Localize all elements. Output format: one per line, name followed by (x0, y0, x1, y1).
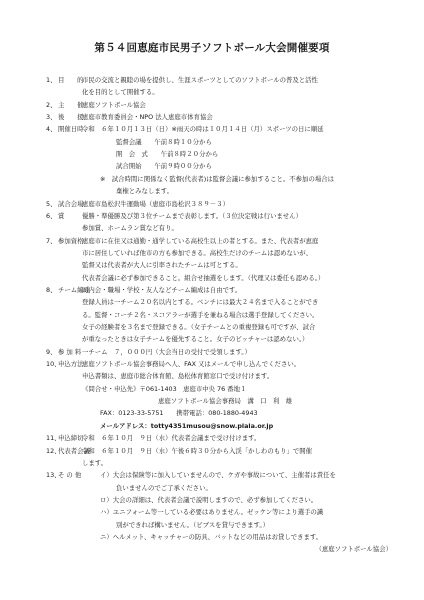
document-line (0, 272, 424, 284)
document-line (0, 370, 424, 382)
section-text: 恵庭市に在住又は通勤・通学している高校生以上の者とする。また、代表者が恵庭 (82, 236, 319, 245)
section-number: 2、 (46, 100, 57, 109)
section-text: 負いませんのでご了承ください。 (116, 483, 212, 492)
section-number: 10、 (46, 360, 61, 369)
section-label: 代表者会議 (58, 446, 90, 455)
section-label: 開催日時 (58, 125, 84, 134)
section-text: る。監督・コーチ２名・スコアラーが選手を兼ねる場合は選手登録してください。 (82, 310, 319, 319)
document-line (0, 247, 424, 259)
section-number: 4、 (46, 125, 57, 134)
document-line (0, 519, 424, 531)
section-text: 代表者会議に必ず参加できること。組合せ抽選をします。（代理又は委任も認める。） (82, 273, 325, 282)
section-label: 賞 (58, 211, 78, 220)
document-line (0, 210, 424, 222)
section-text: 市民の交流と親睦の場を提供し、生涯スポーツとしてのソフトボールの普及と活性 (82, 76, 318, 84)
document-line (0, 358, 424, 370)
section-text: 恵庭ソフトボール協会事務局 溝 口 利 雄 (158, 397, 293, 406)
section-text: ※ 試合時間に関係なく監督(代表者)は監督会議に参加すること。不参加の場合は (100, 174, 335, 183)
section-text: 一チーム ７，０００円（大会当日の受付で受領します。） (82, 347, 251, 356)
section-text: 別ができれば構いません。（ビブスを貸与できます。） (116, 520, 269, 529)
section-label: 申込締切 (58, 434, 84, 443)
section-label: 参 加 料 (58, 347, 82, 356)
document-line (0, 99, 424, 111)
section-text: 令和 ６年１０月１３日（日）※雨天の時は１０月１４日（月）スポーツの日に順延 (82, 125, 324, 134)
section-text: 参加賞、ホームラン賞など有り。 (82, 224, 178, 233)
section-label: チーム編成 (58, 285, 90, 294)
section-text: 化を目的として開催する。 (82, 88, 159, 97)
section-text: 監督会議 午前８時１０分から (116, 137, 212, 146)
section-number: 8、 (46, 285, 57, 294)
section-text: ハ）ユニフォーム等一している必要はありません。ゼッケン等により選手の識 (100, 508, 324, 517)
document-line (0, 445, 424, 457)
document-line (0, 160, 424, 172)
document-line (0, 198, 424, 210)
section-label: 後 援 (58, 113, 84, 122)
section-text: 《問合せ・申込先》〒061-1403 恵庭市中央 76 番地１ (82, 384, 247, 393)
document-line (0, 469, 424, 481)
section-text: します。 (82, 458, 108, 467)
section-text: 優勝・準優勝及び第３位チームまで表彰します。（３位決定戦は行いません） (82, 211, 302, 220)
section-text: メールアドレス：totty4351musou@snow.plala.or.jp (100, 421, 274, 430)
document-line (0, 148, 424, 160)
document-line (0, 296, 424, 308)
document-line (0, 222, 424, 234)
section-text: 恵庭ソフトボール協会事務局へ人、FAX 又はメールで申し込んでください。 (82, 360, 301, 369)
section-label: 主 催 (58, 100, 84, 109)
section-label: 試合会場 (58, 199, 84, 208)
document-line (0, 284, 424, 296)
section-number: 9、 (46, 347, 57, 356)
section-text: 棄権とみなします。 (116, 187, 174, 196)
section-text: 開 会 式 午前８時２０分から (116, 150, 219, 159)
section-label: 申込方法 (58, 360, 84, 369)
section-text: 恵庭市島松沢牛運動場（恵庭市島松沢３８９－３） (82, 199, 229, 208)
section-text: 令和 ６年１０月 ９日（水）午後６時３０分から入渓「かしわのもり」で開催 (82, 446, 313, 455)
document-line (0, 123, 424, 135)
document-line (0, 531, 424, 543)
section-text: 試合開始 午前９時００分から (116, 162, 212, 171)
section-number: 13、 (46, 471, 61, 480)
document-line (0, 259, 424, 271)
section-text: ロ）大会の詳細は、代表者会議で説明しますので、必ず参加してください。 (100, 495, 318, 504)
section-text: 申込書類は、恵庭市総合体育館、島松体育館窓口で受け付けます。 (82, 372, 274, 381)
document-line (0, 494, 424, 506)
section-text: イ）大会は保険等に加入していませんので、ケガや事故について、主催者は責任を (100, 471, 336, 480)
document-title: 第５４回恵庭市民男子ソフトボール大会開催要項 (94, 42, 330, 54)
section-text: 恵庭ソフトボール協会 (82, 100, 146, 109)
section-text: （恵庭ソフトボール協会） (315, 545, 392, 554)
document-line (0, 457, 424, 469)
document-line (0, 235, 424, 247)
section-number: 5、 (46, 199, 57, 208)
section-text: 令和 ６年１０月 ９日（水）代表者会議まで受け付けます。 (82, 434, 261, 443)
document-line (0, 86, 424, 98)
document-line (0, 432, 424, 444)
section-text: 監督又は代表者が大人に引率されたチームは可とする。 (82, 261, 242, 270)
section-text: 登録人員は一チーム２０名以内とする。ベンチには最大２４名まで入ることができ (82, 298, 319, 307)
document-line (0, 173, 424, 185)
document-line (0, 543, 424, 555)
section-number: 7、 (46, 236, 57, 245)
document-line (0, 506, 424, 518)
document-line (0, 185, 424, 197)
document-line (0, 383, 424, 395)
document-line (0, 111, 424, 123)
section-number: 3、 (46, 113, 57, 122)
document-line (0, 74, 424, 86)
document-line (0, 420, 424, 432)
section-text: 女子の経験者を３名まで登録できる。（女子チームとの重複登録も可ですが、試合 (82, 323, 316, 331)
document-line (0, 395, 424, 407)
section-number: 12、 (46, 446, 61, 455)
section-label: 参加資格 (58, 236, 84, 245)
section-number: 6、 (46, 211, 57, 220)
section-label: 目 的 (58, 76, 84, 84)
section-number: 1、 (46, 76, 57, 84)
document-line (0, 321, 424, 333)
section-text: FAX：0123-33-5751 携帯電話：080-1880-4943 (100, 409, 258, 418)
document-line (0, 136, 424, 148)
document-line (0, 309, 424, 321)
section-label: そ の 他 (58, 471, 82, 480)
document-line (0, 333, 424, 345)
document-line (0, 346, 424, 358)
section-text: 司内会・職場・学校・友人などチーム編成は自由です。 (82, 285, 242, 294)
section-text: ニ）ヘルメット、キャッチャーの防具、バットなどの用品はお貸しできます。 (100, 532, 323, 541)
document-line (0, 482, 424, 494)
section-text: 恵庭市教育委員会・NPO 法人恵庭市体育協会 (82, 113, 213, 122)
document-line (0, 407, 424, 419)
section-text: が重なったときは女子チームを優先すること。女子のピッチャーは認めない。） (82, 335, 309, 344)
section-number: 11、 (46, 434, 61, 443)
section-text: 市に居住していれば他市の方も参加できる。高校生だけのチームは認めないが、 (82, 248, 313, 257)
